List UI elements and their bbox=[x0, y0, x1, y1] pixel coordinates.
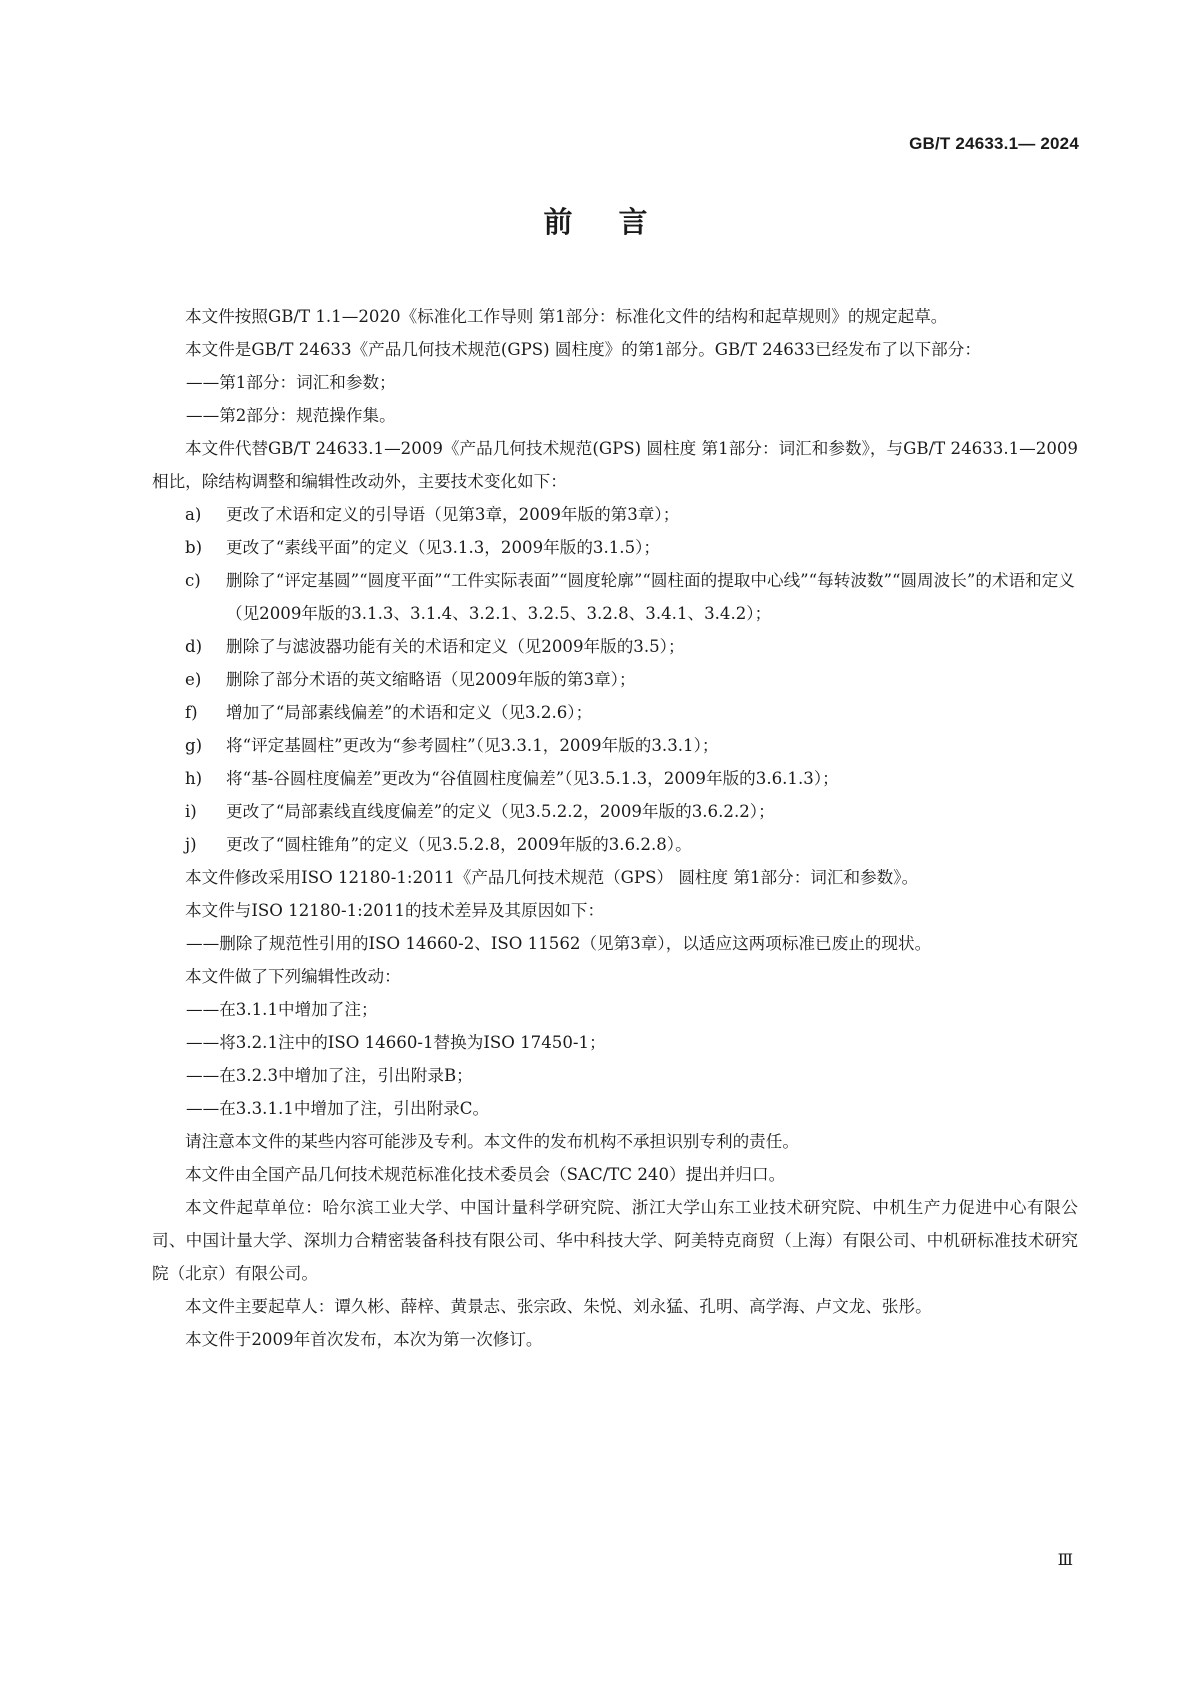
dash-item-edit-2: ——将3.2.1注中的ISO 14660-1替换为ISO 17450-1； bbox=[186, 1033, 606, 1052]
list-item bbox=[152, 762, 1078, 795]
list-item-text: 删除了与滤波器功能有关的术语和定义（见2009年版的3.5）； bbox=[226, 637, 685, 656]
change-list bbox=[152, 498, 1078, 861]
list-item-label: f) bbox=[185, 703, 198, 722]
list-item bbox=[152, 795, 1078, 828]
list-item bbox=[152, 663, 1078, 696]
dash-item-part1: ——第1部分：词汇和参数； bbox=[186, 373, 396, 392]
list-item-label: h) bbox=[185, 769, 203, 788]
standard-code: GB/T 24633.1— 2024 bbox=[909, 134, 1079, 153]
list-item-label: b) bbox=[185, 538, 203, 557]
paragraph-proposer: 本文件由全国产品几何技术规范标准化技术委员会（SAC/TC 240）提出并归口。 bbox=[185, 1165, 786, 1184]
list-item-label: e) bbox=[185, 670, 202, 689]
dash-item-part2: ——第2部分：规范操作集。 bbox=[186, 406, 396, 425]
list-item bbox=[152, 564, 1078, 630]
paragraph-drafting-basis: 本文件按照GB/T 1.1—2020《标准化工作导则 第1部分：标准化文件的结构和起草规则》的规定起草。 bbox=[185, 307, 948, 326]
dash-item-deleted-references: ——删除了规范性引用的ISO 14660-2、ISO 11562（见第3章），以适应这两项标准已废止的现状。 bbox=[186, 934, 932, 953]
foreword-body bbox=[152, 300, 1078, 1356]
list-item bbox=[152, 729, 1078, 762]
paragraph-iso-adoption: 本文件修改采用ISO 12180-1:2011《产品几何技术规范（GPS） 圆柱度 第1部分：词汇和参数》。 bbox=[185, 868, 919, 887]
paragraph-drafters: 本文件主要起草人：谭久彬、薛梓、黄景志、张宗政、朱悦、刘永猛、孔明、高学海、卢文龙、张彤。 bbox=[185, 1297, 932, 1316]
paragraph-editorial-changes: 本文件做了下列编辑性改动： bbox=[185, 967, 401, 986]
paragraph-drafting-units: 本文件起草单位：哈尔滨工业大学、中国计量科学研究院、浙江大学山东工业技术研究院、中机生产力促进中心有限公司、中国计量大学、深圳力合精密装备科技有限公司、华中科技大学、阿美特克商贸（上海）有限公司、中机研标准技术研究院（北京）有限公司。 bbox=[152, 1198, 1078, 1283]
paragraph-technical-differences: 本文件与ISO 12180-1:2011的技术差异及其原因如下： bbox=[185, 901, 605, 920]
paragraph-replaces: 本文件代替GB/T 24633.1—2009《产品几何技术规范(GPS) 圆柱度 第1部分：词汇和参数》，与GB/T 24633.1—2009相比，除结构调整和编辑性改动外，主要技术变化如下： bbox=[152, 439, 1078, 491]
list-item-text: 删除了“评定基圆”“圆度平面”“工件实际表面”“圆度轮廓”“圆柱面的提取中心线”“每转波数”“圆周波长”的术语和定义（见2009年版的3.1.3、3.1.4、3.2.1、3.2.5、3.2.8、3.4.1、3.4.2）； bbox=[226, 571, 1075, 623]
list-item bbox=[152, 630, 1078, 663]
list-item-text: 更改了“素线平面”的定义（见3.1.3，2009年版的3.1.5）； bbox=[226, 538, 661, 557]
list-item-label: d) bbox=[185, 637, 203, 656]
list-item-text: 删除了部分术语的英文缩略语（见2009年版的第3章）； bbox=[226, 670, 636, 689]
list-item bbox=[152, 531, 1078, 564]
list-item bbox=[152, 828, 1078, 861]
list-item bbox=[152, 498, 1078, 531]
list-item-label: a) bbox=[185, 505, 202, 524]
paragraph-series-info: 本文件是GB/T 24633《产品几何技术规范(GPS) 圆柱度》的第1部分。GB/T 24633已经发布了以下部分： bbox=[185, 340, 981, 359]
list-item-label: c) bbox=[185, 571, 201, 590]
dash-item-edit-3: ——在3.2.3中增加了注，引出附录B； bbox=[186, 1066, 473, 1085]
paragraph-patent-notice: 请注意本文件的某些内容可能涉及专利。本文件的发布机构不承担识别专利的责任。 bbox=[185, 1132, 799, 1151]
dash-item-edit-1: ——在3.1.1中增加了注； bbox=[186, 1000, 378, 1019]
list-item-label: j) bbox=[185, 835, 197, 854]
list-item-label: i) bbox=[185, 802, 197, 821]
dash-item-edit-4: ——在3.3.1.1中增加了注，引出附录C。 bbox=[186, 1099, 490, 1118]
list-item-label: g) bbox=[185, 736, 203, 755]
paragraph-publication-history: 本文件于2009年首次发布，本次为第一次修订。 bbox=[185, 1330, 543, 1349]
list-item bbox=[152, 696, 1078, 729]
list-item-text: 将“基-谷圆柱度偏差”更改为“谷值圆柱度偏差”（见3.5.1.3，2009年版的3.6.1.3）； bbox=[226, 769, 839, 788]
list-item-text: 更改了术语和定义的引导语（见第3章，2009年版的第3章）； bbox=[226, 505, 680, 524]
list-item-text: 将“评定基圆柱”更改为“参考圆柱”（见3.3.1，2009年版的3.3.1）； bbox=[226, 736, 719, 755]
list-item-text: 更改了“圆柱锥角”的定义（见3.5.2.8，2009年版的3.6.2.8）。 bbox=[226, 835, 692, 854]
list-item-text: 增加了“局部素线偏差”的术语和定义（见3.2.6）； bbox=[226, 703, 593, 722]
page-number: Ⅲ bbox=[1057, 1550, 1073, 1569]
list-item-text: 更改了“局部素线直线度偏差”的定义（见3.5.2.2，2009年版的3.6.2.2）； bbox=[226, 802, 775, 821]
page-title: 前言 bbox=[543, 205, 694, 239]
